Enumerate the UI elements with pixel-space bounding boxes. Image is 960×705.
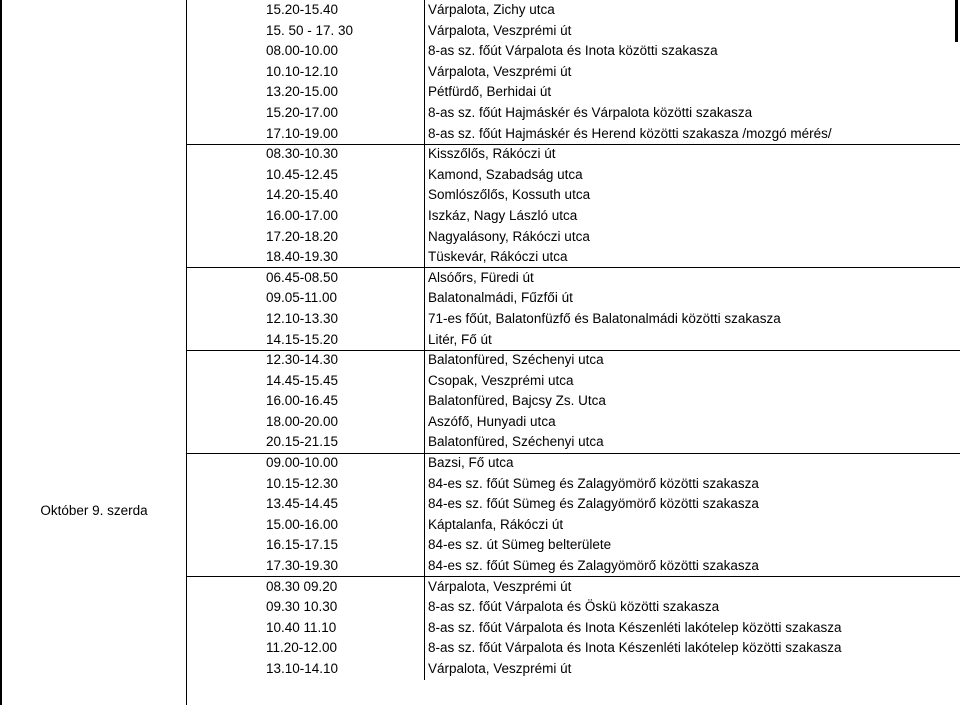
column-separator [424, 412, 425, 433]
column-separator [424, 350, 425, 371]
time-cell: 16.00-17.00 [266, 207, 339, 223]
location-cell: 84-es sz. főút Sümeg és Zalagyömörő közötti szakasza [428, 496, 759, 512]
time-cell: 14.20-15.40 [266, 187, 339, 203]
column-separator [424, 21, 425, 42]
location-cell: 8-as sz. főút Várpalota és Inota Készenléti lakótelep közötti szakasza [428, 619, 842, 635]
time-cell: 10.10-12.10 [266, 63, 339, 79]
table-row [187, 371, 960, 392]
location-cell: Aszófő, Hunyadi utca [428, 413, 556, 429]
location-cell: Várpalota, Veszprémi út [428, 63, 572, 79]
column-separator [424, 330, 425, 351]
location-cell: 8-as sz. főút Hajmáskér és Várpalota közötti szakasza [428, 104, 753, 120]
column-separator [424, 82, 425, 103]
table-row [187, 21, 960, 42]
time-cell: 10.40 11.10 [266, 619, 337, 635]
table-row [187, 659, 960, 680]
time-cell: 18.00-20.00 [266, 413, 339, 429]
location-cell: Balatonfüred, Széchenyi utca [428, 352, 604, 368]
location-cell: Pétfürdő, Berhidai út [428, 84, 552, 100]
table-row [187, 103, 960, 124]
location-cell: 84-es sz. út Sümeg belterülete [428, 537, 612, 553]
table-row [187, 268, 960, 289]
table-row [187, 185, 960, 206]
time-cell: 09.30 10.30 [266, 599, 338, 615]
location-cell: Balatonfüred, Széchenyi utca [428, 434, 604, 450]
table-row [187, 494, 960, 515]
table-row [187, 638, 960, 659]
table-row [187, 309, 960, 330]
column-separator [424, 577, 425, 598]
table-row [187, 144, 960, 165]
column-separator [424, 391, 425, 412]
column-separator [424, 185, 425, 206]
time-cell: 09.00-10.00 [266, 455, 339, 471]
table-row [187, 350, 960, 371]
location-cell: 8-as sz. főút Várpalota és Öskü közötti szakasza [428, 599, 720, 615]
location-cell: 84-es sz. főút Sümeg és Zalagyömörő közötti szakasza [428, 558, 759, 574]
location-cell: 8-as sz. főút Hajmáskér és Herend közötti szakasza /mozgó mérés/ [428, 125, 832, 141]
location-cell: Kisszőlős, Rákóczi út [428, 146, 556, 162]
table-row [187, 82, 960, 103]
time-cell: 17.20-18.20 [266, 228, 339, 244]
table-row [187, 597, 960, 618]
time-cell: 15.20-15.40 [266, 2, 339, 17]
location-cell: 71-es főút, Balatonfüzfő és Balatonalmádi közötti szakasza [428, 310, 781, 326]
time-cell: 13.20-15.00 [266, 84, 339, 100]
table-row [187, 432, 960, 453]
column-separator [424, 597, 425, 618]
column-separator [424, 206, 425, 227]
location-cell: Somlószőlős, Kossuth utca [428, 187, 591, 203]
time-cell: 10.45-12.45 [266, 166, 339, 182]
column-separator [424, 556, 425, 577]
table-row [187, 474, 960, 495]
table-row [187, 288, 960, 309]
time-cell: 08.00-10.00 [266, 43, 339, 59]
location-cell: 8-as sz. főút Várpalota és Inota közötti szakasza [428, 43, 718, 59]
column-separator [424, 288, 425, 309]
time-cell: 18.40-19.30 [266, 249, 339, 265]
location-cell: Várpalota, Veszprémi út [428, 578, 572, 594]
time-cell: 06.45-08.50 [266, 269, 339, 285]
location-cell: Alsóőrs, Füredi út [428, 269, 534, 285]
table-row [187, 556, 960, 577]
table-row [187, 124, 960, 145]
location-cell: 8-as sz. főút Várpalota és Inota Készenléti lakótelep közötti szakasza [428, 640, 842, 656]
column-separator [424, 535, 425, 556]
schedule-rows [187, 0, 960, 680]
table-row [187, 227, 960, 248]
column-separator [424, 103, 425, 124]
location-cell: Várpalota, Zichy utca [428, 2, 555, 17]
table-row [187, 453, 960, 474]
location-cell: Litér, Fő út [428, 331, 492, 347]
column-separator [424, 62, 425, 83]
table-row [187, 330, 960, 351]
column-separator [424, 638, 425, 659]
location-cell: Várpalota, Veszprémi út [428, 661, 572, 676]
time-cell: 17.30-19.30 [266, 558, 339, 574]
time-cell: 12.30-14.30 [266, 352, 339, 368]
time-cell: 15.20-17.00 [266, 104, 339, 120]
location-cell: Nagyalásony, Rákóczi utca [428, 228, 590, 244]
location-cell: Balatonfüred, Bajcsy Zs. Utca [428, 393, 606, 409]
location-cell: Iszkáz, Nagy László utca [428, 207, 578, 223]
table-row [187, 247, 960, 268]
time-cell: 10.15-12.30 [266, 475, 339, 491]
time-cell: 08.30-10.30 [266, 146, 339, 162]
table-row [187, 412, 960, 433]
time-cell: 13.10-14.10 [266, 661, 339, 676]
table-row [187, 535, 960, 556]
time-cell: 15. 50 - 17. 30 [266, 22, 354, 38]
column-separator [424, 659, 425, 680]
time-cell: 12.10-13.30 [266, 310, 339, 326]
time-cell: 16.00-16.45 [266, 393, 339, 409]
table-row [187, 0, 960, 21]
column-separator [424, 41, 425, 62]
table-row [187, 165, 960, 186]
table-row [187, 618, 960, 639]
column-separator [424, 124, 425, 145]
column-separator [424, 453, 425, 474]
location-cell: Káptalanfa, Rákóczi út [428, 516, 564, 532]
time-cell: 11.20-12.00 [266, 640, 338, 656]
column-separator [424, 494, 425, 515]
table-row [187, 62, 960, 83]
column-separator [424, 515, 425, 536]
column-separator [424, 309, 425, 330]
location-cell: Várpalota, Veszprémi út [428, 22, 572, 38]
location-cell: Kamond, Szabadság utca [428, 166, 583, 182]
column-separator [424, 227, 425, 248]
day-label: Október 9. szerda [40, 503, 148, 518]
column-separator [424, 165, 425, 186]
column-separator [424, 618, 425, 639]
location-cell: Balatonalmádi, Fűzfői út [428, 290, 573, 306]
location-cell: Csopak, Veszprémi utca [428, 372, 574, 388]
table-row [187, 577, 960, 598]
location-cell: Bazsi, Fő utca [428, 455, 514, 471]
location-cell: 84-es sz. főút Sümeg és Zalagyömörő közötti szakasza [428, 475, 759, 491]
day-cell [2, 0, 187, 705]
column-separator [424, 474, 425, 495]
time-cell: 09.05-11.00 [266, 290, 338, 306]
column-separator [424, 0, 425, 21]
table-row [187, 515, 960, 536]
column-separator [424, 268, 425, 289]
time-cell: 15.00-16.00 [266, 516, 339, 532]
column-separator [424, 371, 425, 392]
location-cell: Tüskevár, Rákóczi utca [428, 249, 568, 265]
time-cell: 17.10-19.00 [266, 125, 339, 141]
time-cell: 14.45-15.45 [266, 372, 339, 388]
column-separator [424, 432, 425, 453]
table-row [187, 41, 960, 62]
column-separator [424, 247, 425, 268]
time-cell: 14.15-15.20 [266, 331, 339, 347]
time-cell: 13.45-14.45 [266, 496, 339, 512]
table-row [187, 206, 960, 227]
time-cell: 20.15-21.15 [266, 434, 339, 450]
time-cell: 08.30 09.20 [266, 578, 338, 594]
column-separator [424, 144, 425, 165]
table-row [187, 391, 960, 412]
time-cell: 16.15-17.15 [266, 537, 339, 553]
